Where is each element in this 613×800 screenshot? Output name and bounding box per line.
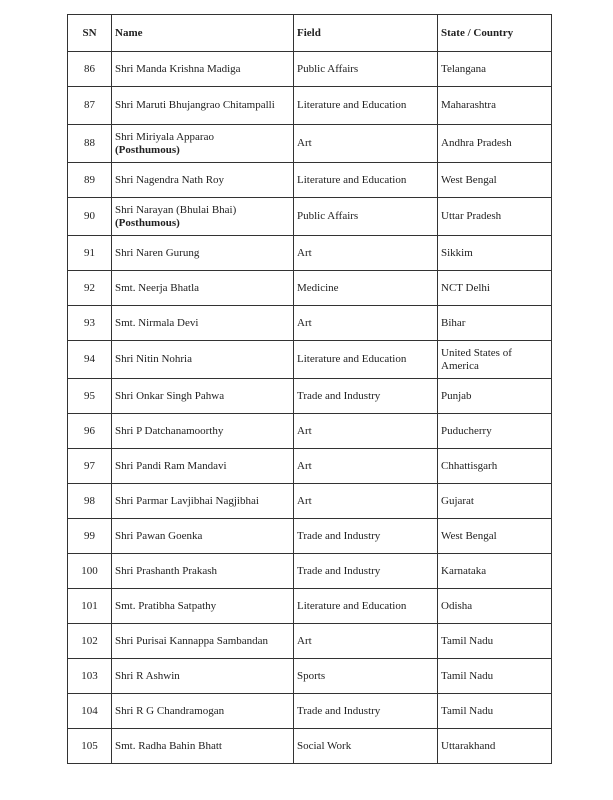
- row-name-cell: [112, 589, 294, 624]
- row-state: Gujarat: [438, 484, 552, 519]
- row-name: Shri Onkar Singh Pahwa: [115, 389, 225, 402]
- table-row: [68, 306, 552, 341]
- row-sn: 101: [68, 589, 112, 624]
- row-state: NCT Delhi: [438, 271, 552, 306]
- row-name-cell: [112, 125, 294, 163]
- row-sn: 88: [68, 125, 112, 163]
- row-state: Tamil Nadu: [438, 694, 552, 729]
- table-row: [68, 379, 552, 414]
- row-name: Smt. Nirmala Devi: [115, 316, 199, 329]
- row-state: Bihar: [438, 306, 552, 341]
- row-name-cell: [112, 271, 294, 306]
- row-field: Trade and Industry: [294, 694, 438, 729]
- table-row: [68, 414, 552, 449]
- row-sn: 87: [68, 87, 112, 125]
- row-sn: 89: [68, 163, 112, 198]
- row-name-cell: [112, 449, 294, 484]
- row-state: Uttarakhand: [438, 729, 552, 764]
- row-sn: 91: [68, 236, 112, 271]
- row-sn: 96: [68, 414, 112, 449]
- row-field: Art: [294, 414, 438, 449]
- table-row: [68, 519, 552, 554]
- row-state: Telangana: [438, 52, 552, 87]
- row-name-cell: [112, 519, 294, 554]
- row-state: Tamil Nadu: [438, 659, 552, 694]
- row-sn: 92: [68, 271, 112, 306]
- row-name: Smt. Neerja Bhatla: [115, 281, 200, 294]
- row-name: Shri Miriyala Apparao: [115, 130, 214, 143]
- row-name: Shri Maruti Bhujangrao Chitampalli: [115, 99, 275, 111]
- row-name-cell: [112, 729, 294, 764]
- row-name: Smt. Pratibha Satpathy: [115, 599, 217, 612]
- row-state: Sikkim: [438, 236, 552, 271]
- row-name-cell: [112, 554, 294, 589]
- row-sn: 98: [68, 484, 112, 519]
- row-name: Shri Purisai Kannappa Sambandan: [115, 634, 269, 647]
- row-state: Odisha: [438, 589, 552, 624]
- row-field: Art: [294, 125, 438, 163]
- table-row: [68, 449, 552, 484]
- row-sn: 97: [68, 449, 112, 484]
- header-name: Name: [112, 15, 294, 52]
- row-state: West Bengal: [438, 519, 552, 554]
- row-field: Art: [294, 449, 438, 484]
- row-field: Trade and Industry: [294, 519, 438, 554]
- row-name-cell: [112, 52, 294, 87]
- row-name-cell: [112, 624, 294, 659]
- table-row: [68, 271, 552, 306]
- row-name: Shri Prashanth Prakash: [115, 564, 218, 577]
- row-sn: 99: [68, 519, 112, 554]
- row-name-cell: [112, 414, 294, 449]
- row-field: Public Affairs: [294, 198, 438, 236]
- row-name: Smt. Radha Bahin Bhatt: [115, 739, 222, 752]
- row-state: Andhra Pradesh: [438, 125, 552, 163]
- row-name: Shri Pandi Ram Mandavi: [115, 459, 227, 472]
- row-name-cell: [112, 306, 294, 341]
- row-field: Art: [294, 484, 438, 519]
- header-field: Field: [294, 15, 438, 52]
- row-field: Social Work: [294, 729, 438, 764]
- row-name-cell: [112, 694, 294, 729]
- table-row: [68, 484, 552, 519]
- row-sn: 105: [68, 729, 112, 764]
- row-posthumous-note: (Posthumous): [115, 216, 180, 229]
- row-name-cell: [112, 198, 294, 236]
- table-header-row: [68, 15, 552, 52]
- table-row: [68, 87, 552, 125]
- row-name: Shri Manda Krishna Madiga: [115, 62, 241, 75]
- table-row: [68, 236, 552, 271]
- row-name: Shri Nitin Nohria: [115, 353, 192, 365]
- row-name-cell: [112, 484, 294, 519]
- row-name-cell: [112, 236, 294, 271]
- table-row: [68, 163, 552, 198]
- row-state: Karnataka: [438, 554, 552, 589]
- row-sn: 90: [68, 198, 112, 236]
- row-name: Shri Parmar Lavjibhai Nagjibhai: [115, 494, 259, 507]
- row-name: Shri R Ashwin: [115, 669, 180, 682]
- table-row: [68, 52, 552, 87]
- table-row: [68, 198, 552, 236]
- row-name-cell: [112, 379, 294, 414]
- row-name-cell: [112, 163, 294, 198]
- row-field: Art: [294, 306, 438, 341]
- row-sn: 94: [68, 341, 112, 379]
- row-name: Shri R G Chandramogan: [115, 704, 225, 717]
- row-state: Punjab: [438, 379, 552, 414]
- row-sn: 86: [68, 52, 112, 87]
- row-state: Chhattisgarh: [438, 449, 552, 484]
- table-row: [68, 589, 552, 624]
- row-field: Literature and Education: [294, 87, 438, 125]
- row-sn: 102: [68, 624, 112, 659]
- table-row: [68, 694, 552, 729]
- table-row: [68, 341, 552, 379]
- row-name: Shri Naren Gurung: [115, 246, 200, 259]
- row-field: Trade and Industry: [294, 379, 438, 414]
- header-state: State / Country: [438, 15, 552, 52]
- row-state: West Bengal: [438, 163, 552, 198]
- row-name: Shri Narayan (Bhulai Bhai): [115, 203, 237, 216]
- row-field: Art: [294, 624, 438, 659]
- header-sn: SN: [68, 15, 112, 52]
- row-field: Art: [294, 236, 438, 271]
- row-sn: 103: [68, 659, 112, 694]
- row-field: Medicine: [294, 271, 438, 306]
- row-field: Literature and Education: [294, 589, 438, 624]
- row-sn: 104: [68, 694, 112, 729]
- table-row: [68, 624, 552, 659]
- row-sn: 100: [68, 554, 112, 589]
- row-field: Literature and Education: [294, 163, 438, 198]
- row-state: Maharashtra: [438, 87, 552, 125]
- row-sn: 95: [68, 379, 112, 414]
- table-row: [68, 729, 552, 764]
- row-posthumous-note: (Posthumous): [115, 143, 180, 156]
- row-sn: 93: [68, 306, 112, 341]
- row-name-cell: [112, 659, 294, 694]
- table-row: [68, 659, 552, 694]
- row-name: Shri Nagendra Nath Roy: [115, 173, 225, 186]
- awardees-table: [67, 14, 552, 764]
- row-name-cell: [112, 341, 294, 379]
- row-state: Uttar Pradesh: [438, 198, 552, 236]
- row-field: Sports: [294, 659, 438, 694]
- row-state: United States of America: [438, 341, 552, 379]
- row-state: Tamil Nadu: [438, 624, 552, 659]
- row-name: Shri P Datchanamoorthy: [115, 424, 224, 437]
- row-field: Public Affairs: [294, 52, 438, 87]
- table-row: [68, 125, 552, 163]
- row-name-cell: [112, 87, 294, 125]
- table-row: [68, 554, 552, 589]
- row-field: Trade and Industry: [294, 554, 438, 589]
- row-state: Puducherry: [438, 414, 552, 449]
- row-name: Shri Pawan Goenka: [115, 529, 203, 542]
- row-field: Literature and Education: [294, 341, 438, 379]
